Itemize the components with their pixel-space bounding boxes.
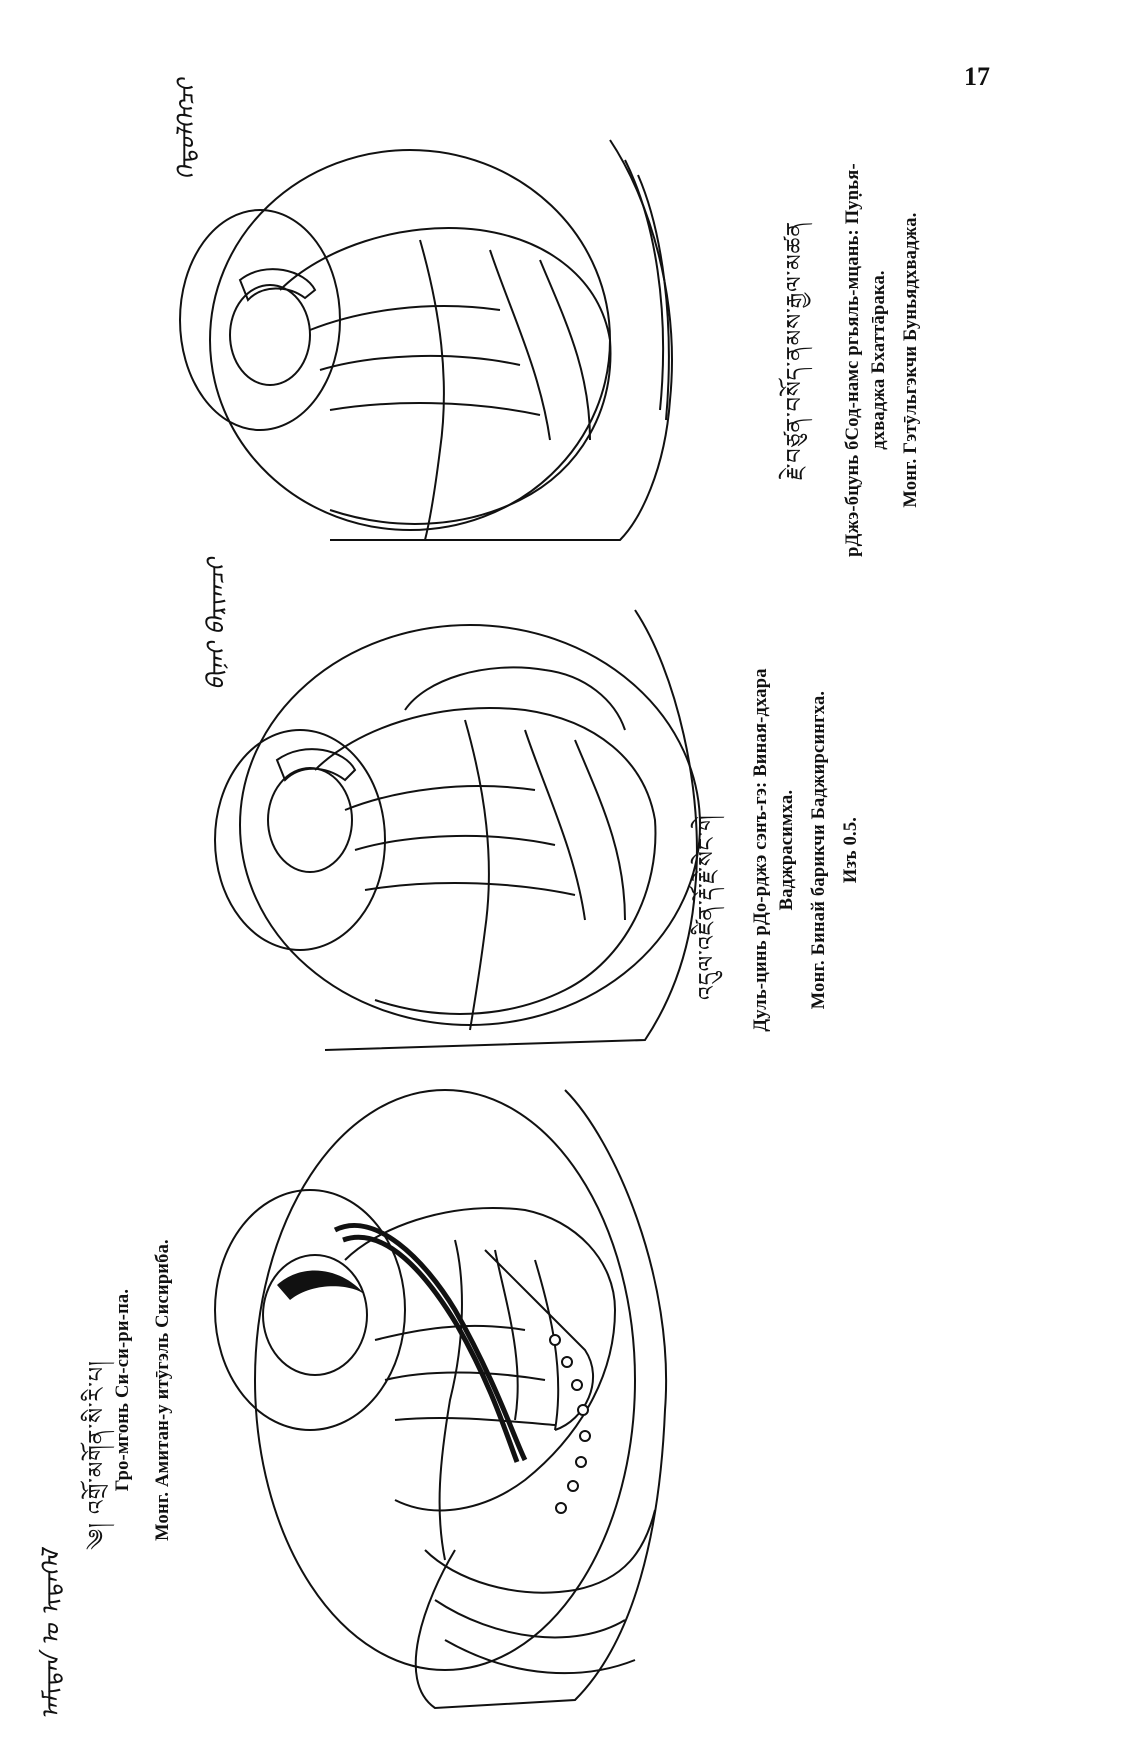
figure-3-mongolian-inscription: ᠭᠡᠲᠦᠯᠭᠡᠭᠴᠢ: [172, 78, 200, 180]
caption-line: Монг. Амитан-у итӯгэль Сисириба.: [153, 1239, 173, 1541]
figure-1-tibetan-inscription: ༄། འགྲོ་མགོན་སི་རི་པ།: [85, 1360, 110, 1550]
figure-1-mongolian-inscription: ᠠᠮᠢᠲᠠᠨ ᠤ ᠢᠲᠡᠭᠡᠯ: [37, 1550, 65, 1720]
figure-3-tibetan-inscription: རྗེ་བཙུན་བསོད་ནམས་རྒྱལ་མཚན: [783, 220, 808, 480]
caption-line: Дуль-цинь рДо-рджэ сэнъ-гэ: Виная-дхара: [751, 668, 771, 1032]
caption-line: Ваджрасимха.: [777, 789, 797, 911]
figure-2-mongolian-inscription: ᠪᠢᠨᠠᠢ ᠪᠠᠷᠢᠭᠴᠢ: [202, 558, 230, 690]
caption-line: Гро-мгонь Си-си-ри-па.: [113, 1288, 133, 1492]
page-number: 17: [964, 62, 990, 91]
caption-line: Монг. Гэтӯльгэкчи Буньядхваджа.: [901, 212, 921, 508]
caption-line: Изъ 0.5.: [841, 816, 861, 884]
caption-line: Монг. Бинай барикчи Баджирсингха.: [809, 690, 829, 1010]
caption-line: рДжэ-бцунь бСод-намс ргьяль-мцань: Пуṇья-: [843, 163, 863, 557]
caption-line: дхваджа Бхаттāрака.: [869, 270, 889, 450]
figure-2-tibetan-inscription: འདུལ་འཛིན་རྡོ་རྗེ་སེང་གེ: [695, 814, 720, 1000]
figure-3-caption: [840, 100, 924, 620]
figure-3-illustration: [170, 120, 690, 560]
figure-1-illustration: [195, 1080, 705, 1720]
figure-2-illustration: [205, 590, 735, 1060]
